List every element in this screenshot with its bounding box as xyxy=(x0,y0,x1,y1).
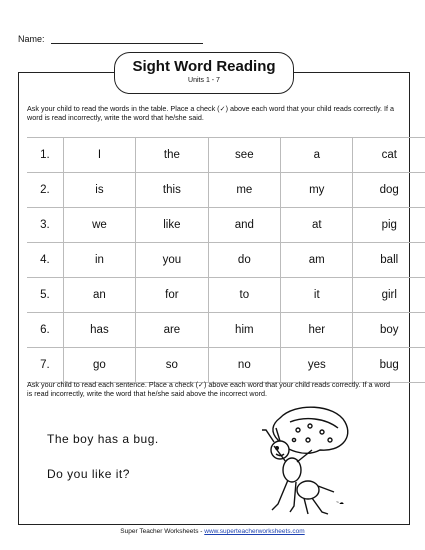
sight-word-cell: dog xyxy=(353,173,425,208)
sentence-2: Do you like it? xyxy=(47,467,130,481)
sentence-1: The boy has a bug. xyxy=(47,432,159,446)
row-number: 5. xyxy=(27,278,63,313)
sight-word-cell: has xyxy=(63,313,135,348)
sight-word-cell: like xyxy=(136,208,208,243)
sight-word-cell: go xyxy=(63,348,135,383)
title-box xyxy=(114,52,294,94)
sight-word-cell: in xyxy=(63,243,135,278)
sight-word-cell: are xyxy=(136,313,208,348)
row-number: 7. xyxy=(27,348,63,383)
sight-word-cell: ball xyxy=(353,243,425,278)
row-number: 4. xyxy=(27,243,63,278)
table-row xyxy=(27,208,425,243)
table-row xyxy=(27,173,425,208)
sight-word-cell: yes xyxy=(281,348,353,383)
ant-carrying-leaf-illustration xyxy=(250,400,360,520)
svg-text:~☁: ~☁ xyxy=(336,500,344,506)
row-number: 3. xyxy=(27,208,63,243)
table-row xyxy=(27,278,425,313)
table-row xyxy=(27,243,425,278)
row-number: 1. xyxy=(27,138,63,173)
sight-word-cell: her xyxy=(281,313,353,348)
sight-word-cell: bug xyxy=(353,348,425,383)
sight-word-cell: we xyxy=(63,208,135,243)
sight-word-cell: this xyxy=(136,173,208,208)
sight-word-cell: is xyxy=(63,173,135,208)
footer xyxy=(0,528,425,535)
row-number: 2. xyxy=(27,173,63,208)
sight-word-cell: you xyxy=(136,243,208,278)
sentence-instructions: Ask your child to read each sentence. Place a check (✓) above each word that your child reads correctly. If a word is read incorrectly, write the word that he/she said above the incorrect word. xyxy=(27,380,391,398)
page-title: Sight Word Reading xyxy=(132,58,276,75)
table-instructions: Ask your child to read the words in the table. Place a check (✓) above each word that your child reads correctly. If a word is read incorrectly, write the word that he/she said. xyxy=(27,104,395,122)
name-row xyxy=(18,34,203,44)
footer-link[interactable]: www.superteacherworksheets.com xyxy=(204,528,305,535)
sight-word-cell: it xyxy=(281,278,353,313)
name-line[interactable] xyxy=(51,34,203,44)
sight-word-cell: pig xyxy=(353,208,425,243)
sight-word-cell: no xyxy=(208,348,280,383)
sight-word-cell: cat xyxy=(353,138,425,173)
sight-word-cell: him xyxy=(208,313,280,348)
sight-word-cell: do xyxy=(208,243,280,278)
sight-word-cell: for xyxy=(136,278,208,313)
sight-word-cell: a xyxy=(281,138,353,173)
sight-word-cell: to xyxy=(208,278,280,313)
table-row xyxy=(27,138,425,173)
page-subtitle: Units 1 - 7 xyxy=(188,77,220,84)
sight-word-cell: I xyxy=(63,138,135,173)
footer-text: Super Teacher Worksheets - xyxy=(120,528,205,535)
sight-word-cell: me xyxy=(208,173,280,208)
sight-word-table xyxy=(27,137,425,383)
name-label: Name: xyxy=(18,34,45,44)
table-row xyxy=(27,313,425,348)
sight-word-cell: the xyxy=(136,138,208,173)
sight-word-cell: girl xyxy=(353,278,425,313)
sight-word-cell: my xyxy=(281,173,353,208)
sight-word-cell: am xyxy=(281,243,353,278)
table-row xyxy=(27,348,425,383)
sight-word-cell: boy xyxy=(353,313,425,348)
sight-word-cell: see xyxy=(208,138,280,173)
sight-word-cell: at xyxy=(281,208,353,243)
sight-word-cell: an xyxy=(63,278,135,313)
sight-word-cell: so xyxy=(136,348,208,383)
sight-word-cell: and xyxy=(208,208,280,243)
row-number: 6. xyxy=(27,313,63,348)
